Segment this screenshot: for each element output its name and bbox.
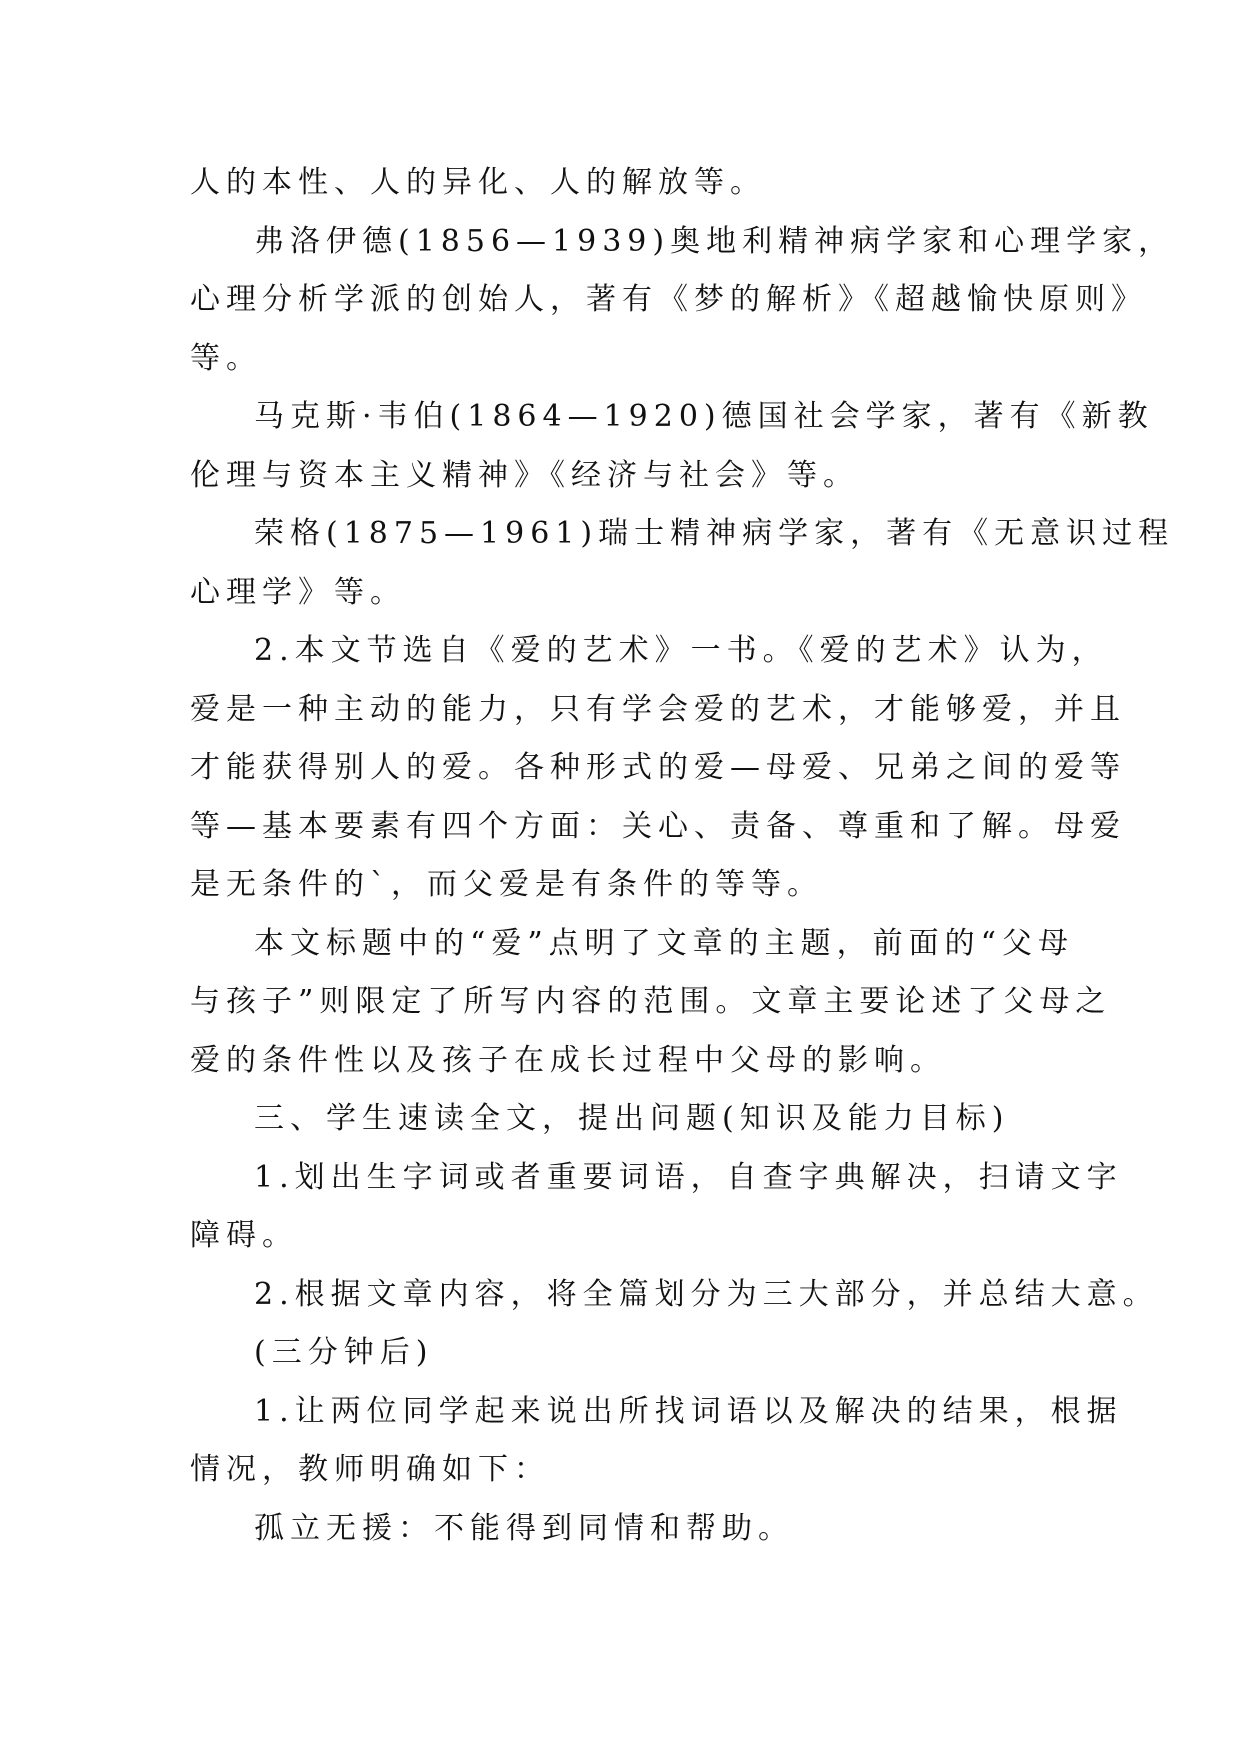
text-line: 情况，教师明确如下： [190,1452,550,1487]
text-line: 人的本性、人的异化、人的解放等。 [190,165,766,200]
text-line: 与孩子”则限定了所写内容的范围。文章主要论述了父母之 [190,984,1112,1019]
text-line: 伦理与资本主义精神》《经济与社会》等。 [190,457,859,493]
text-line: 2.本文节选自《爱的艺术》一书。《爱的艺术》认为， [254,633,1108,668]
text-line: 是无条件的`，而父爱是有条件的等等。 [190,867,823,902]
text-line: 弗洛伊德(1856—1939)奥地利精神病学家和心理学家， [254,223,1175,259]
text-line: 1.划出生字词或者重要词语，自查字典解决，扫请文字 [254,1159,1123,1195]
text-line: 三、学生速读全文，提出问题(知识及能力目标) [254,1101,1010,1136]
text-line: 爱的条件性以及孩子在成长过程中父母的影响。 [190,1042,946,1078]
text-line: 心理学》等。 [190,574,406,610]
text-line: 荣格(1875—1961)瑞士精神病学家，著有《无意识过程 [254,516,1175,551]
text-line: 本文标题中的“爱”点明了文章的主题，前面的“父母 [254,925,1075,961]
text-line: (三分钟后) [254,1335,434,1370]
text-line: 心理分析学派的创始人，著有《梦的解析》《超越愉快原则》 [190,282,1147,317]
text-line: 才能获得别人的爱。各种形式的爱—母爱、兄弟之间的爱等 [190,750,1126,785]
text-line: 障碍。 [190,1218,298,1253]
text-line: 2.根据文章内容，将全篇划分为三大部分，并总结大意。 [254,1276,1159,1312]
text-line: 马克斯·韦伯(1864—1920)德国社会学家，著有《新教 [254,399,1154,434]
text-line: 等—基本要素有四个方面：关心、责备、尊重和了解。母爱 [190,808,1126,844]
text-line: 孤立无援：不能得到同情和帮助。 [254,1510,794,1546]
text-line: 1.让两位同学起来说出所找词语以及解决的结果，根据 [254,1393,1123,1429]
text-line: 爱是一种主动的能力，只有学会爱的艺术，才能够爱，并且 [190,691,1126,727]
document-body [190,154,1175,1558]
text-line: 等。 [190,340,262,376]
